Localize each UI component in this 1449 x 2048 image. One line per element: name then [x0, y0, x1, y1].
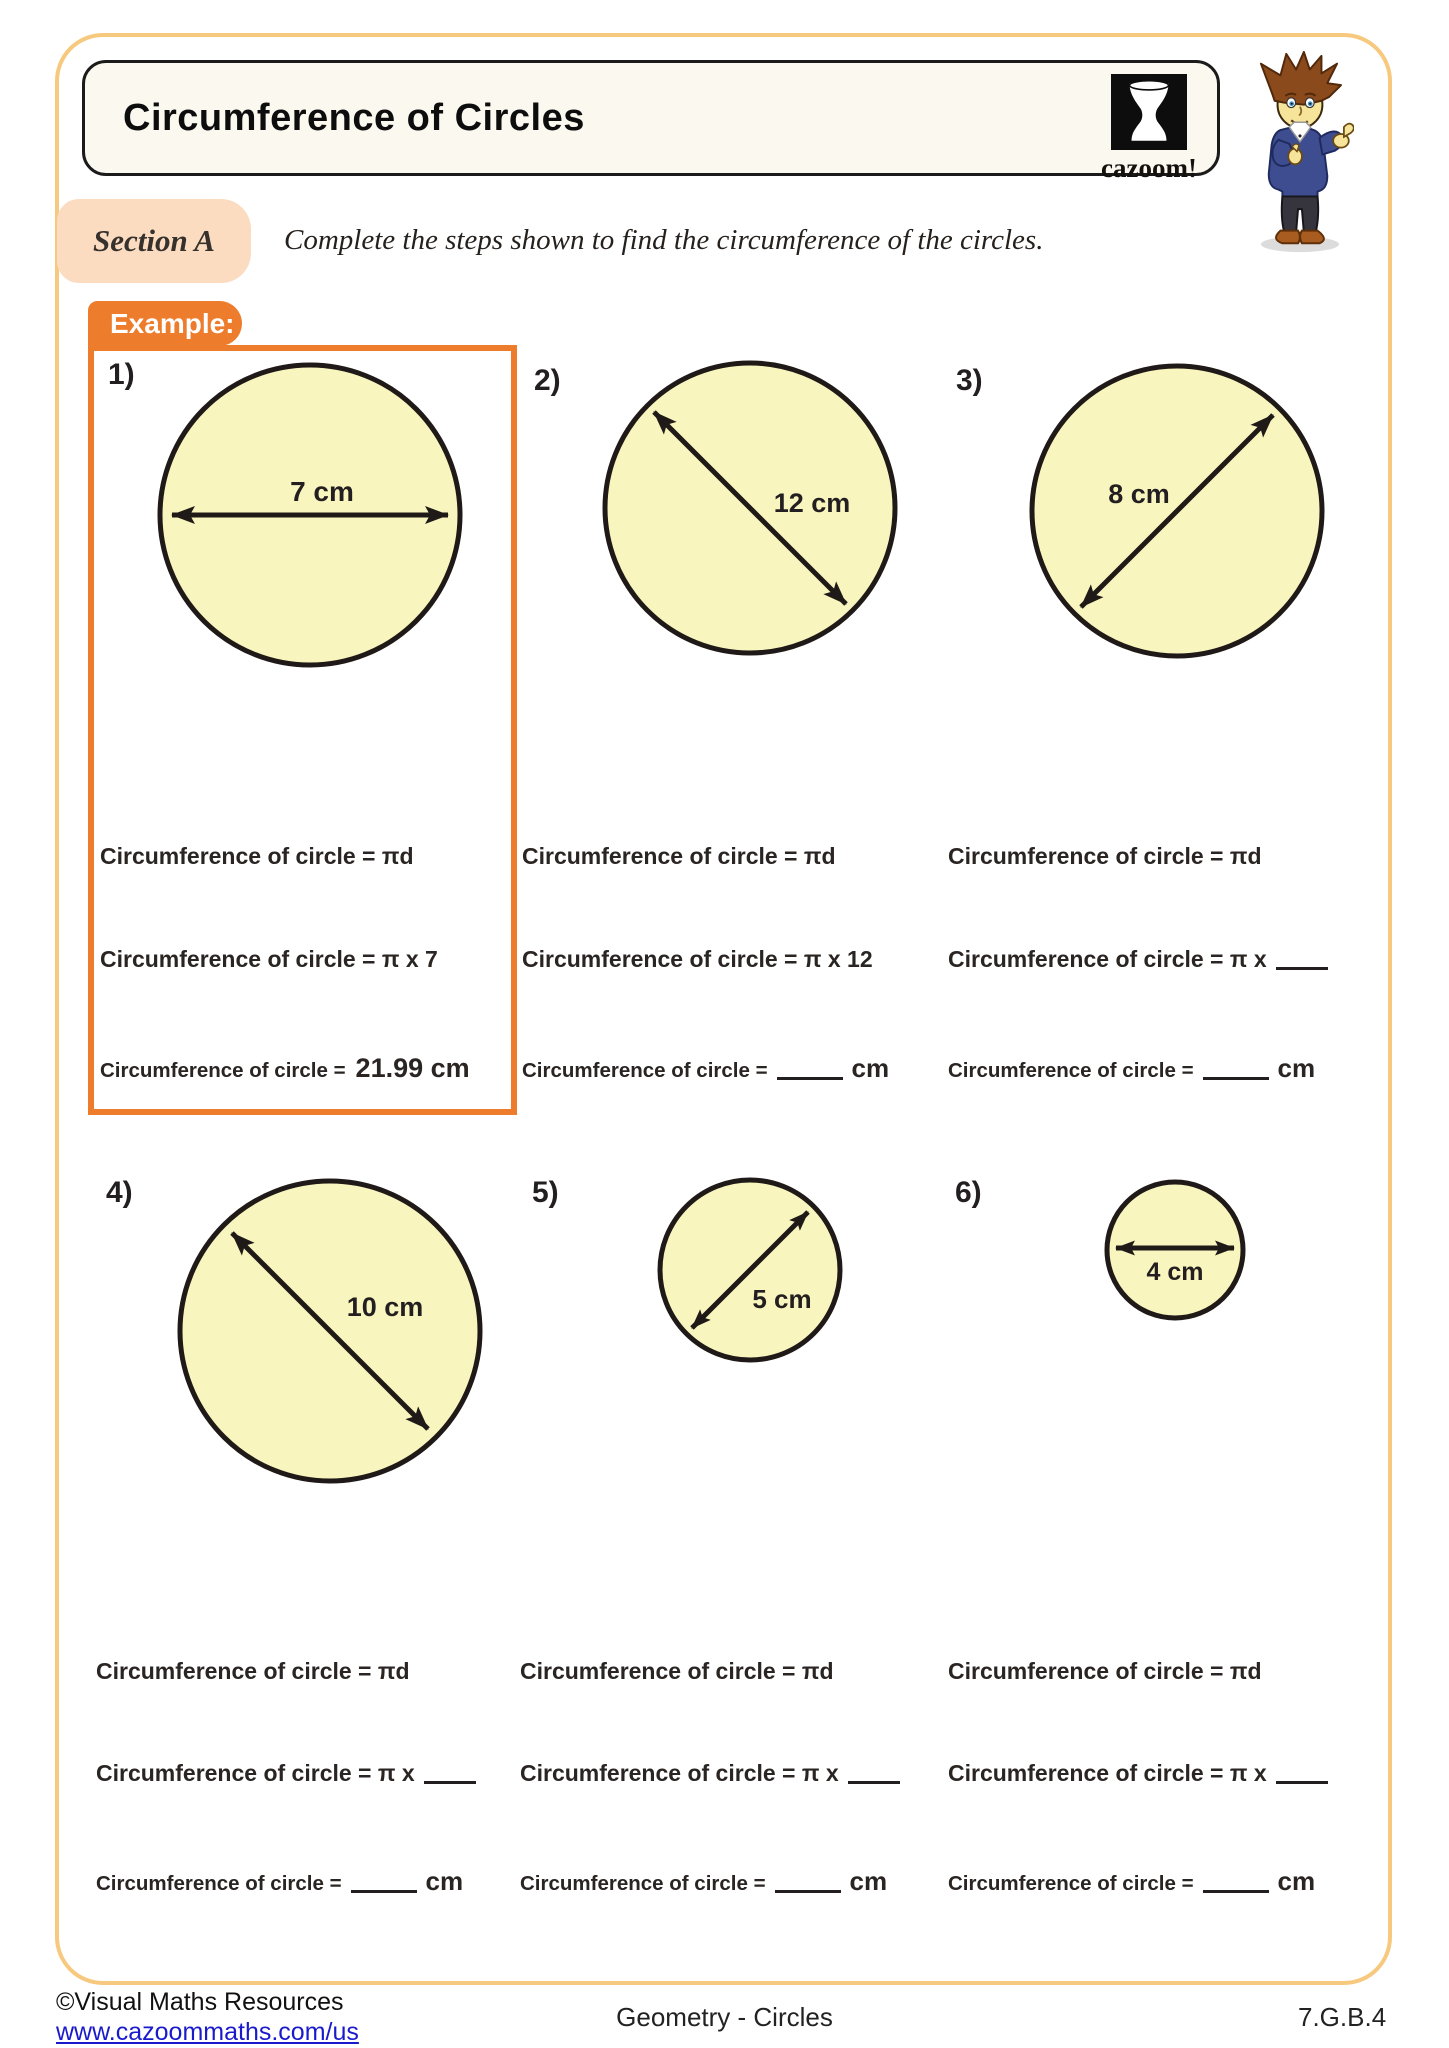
answer-blank-2: [777, 1077, 843, 1080]
formula-pi-x-5: [520, 1760, 909, 1787]
circle-diagram-4: [175, 1176, 485, 1486]
example-label: Example:: [110, 307, 235, 339]
circle-diagram-1: [150, 355, 470, 675]
unit-label-5: cm: [849, 1866, 888, 1896]
unit-label-3: cm: [1277, 1053, 1316, 1083]
circle-diagram-6: [1102, 1177, 1248, 1323]
formula-pi-x-3: [948, 946, 1337, 973]
diameter-label-1: 7 cm: [290, 476, 354, 507]
diameter-label-3: 8 cm: [1108, 479, 1170, 509]
formula-answer-6: [948, 1866, 1315, 1897]
unit-label-2: cm: [851, 1053, 890, 1083]
formula-answer-3: [948, 1053, 1315, 1084]
circle-diagram-5: [655, 1175, 845, 1365]
formula-pi-x-prefix-5: Circumference of circle = π x: [520, 1760, 839, 1786]
formula-pi-x-1: Circumference of circle = π x 7: [100, 946, 438, 972]
answer-blank-5: [775, 1890, 841, 1893]
formula-pi-x-6: [948, 1760, 1337, 1787]
diameter-blank-6: [1276, 1781, 1328, 1784]
section-pill: [57, 199, 251, 283]
section-label: Section A: [92, 223, 215, 258]
formula-answer-2: [522, 1053, 889, 1084]
formula-answer-1: [100, 1053, 470, 1084]
formula-pi-d-2: Circumference of circle = πd: [522, 843, 836, 869]
diameter-blank-3: [1276, 967, 1328, 970]
formula-answer-prefix-3: Circumference of circle =: [948, 1059, 1194, 1082]
answer-value-1: 21.99 cm: [355, 1053, 470, 1083]
title-bar: [82, 60, 1220, 176]
formula-answer-prefix-6: Circumference of circle =: [948, 1872, 1194, 1895]
example-tab: [88, 301, 242, 346]
diameter-blank-5: [848, 1781, 900, 1784]
page-title: Circumference of Circles: [123, 96, 585, 139]
formula-pi-x-prefix-6: Circumference of circle = π x: [948, 1760, 1267, 1786]
diameter-blank-4: [424, 1781, 476, 1784]
mascot-character-illustration: [1244, 50, 1354, 255]
formula-pi-d-4: Circumference of circle = πd: [96, 1658, 410, 1684]
formula-pi-x-4: [96, 1760, 485, 1787]
diameter-label-4: 10 cm: [346, 1292, 424, 1322]
formula-pi-x-2: Circumference of circle = π x 12: [522, 946, 873, 972]
diameter-label-5: 5 cm: [752, 1284, 812, 1314]
footer-standard-code: 7.G.B.4: [1298, 2002, 1387, 2032]
section-instruction: Complete the steps shown to find the circumference of the circles.: [284, 224, 1044, 256]
footer-link[interactable]: www.cazoommaths.com/us: [56, 2018, 359, 2046]
footer-topic-label: Geometry - Circles: [616, 2002, 833, 2032]
formula-answer-prefix-1: Circumference of circle =: [100, 1059, 346, 1082]
problem-number-3: 3): [956, 364, 983, 397]
formula-pi-x-prefix-4: Circumference of circle = π x: [96, 1760, 415, 1786]
formula-pi-d-1: Circumference of circle = πd: [100, 843, 414, 869]
circle-diagram-2: [600, 358, 900, 658]
problem-number-1: 1): [108, 358, 135, 391]
formula-answer-4: [96, 1866, 463, 1897]
problem-number-5: 5): [532, 1176, 559, 1209]
answer-blank-3: [1203, 1077, 1269, 1080]
problem-number-2: 2): [534, 364, 561, 397]
formula-pi-d-3: Circumference of circle = πd: [948, 843, 1262, 869]
circle-diagram-3: [1027, 361, 1327, 661]
footer-copyright: ©Visual Maths Resources: [56, 1988, 344, 2016]
formula-answer-prefix-4: Circumference of circle =: [96, 1872, 342, 1895]
problem-number-6: 6): [955, 1176, 982, 1209]
diameter-label-2: 12 cm: [773, 488, 851, 518]
problem-number-4: 4): [106, 1176, 133, 1209]
formula-pi-x-prefix-3: Circumference of circle = π x: [948, 946, 1267, 972]
unit-label-4: cm: [425, 1866, 464, 1896]
formula-answer-prefix-5: Circumference of circle =: [520, 1872, 766, 1895]
answer-blank-4: [351, 1890, 417, 1893]
djembe-drum-icon: [1111, 74, 1187, 150]
formula-pi-d-6: Circumference of circle = πd: [948, 1658, 1262, 1684]
brand-logo-text: cazoom!: [1101, 153, 1197, 183]
formula-answer-5: [520, 1866, 887, 1897]
brand-logo: [1088, 74, 1210, 184]
answer-blank-6: [1203, 1890, 1269, 1893]
unit-label-6: cm: [1277, 1866, 1316, 1896]
diameter-label-6: 4 cm: [1146, 1258, 1204, 1286]
formula-pi-d-5: Circumference of circle = πd: [520, 1658, 834, 1684]
formula-answer-prefix-2: Circumference of circle =: [522, 1059, 768, 1082]
